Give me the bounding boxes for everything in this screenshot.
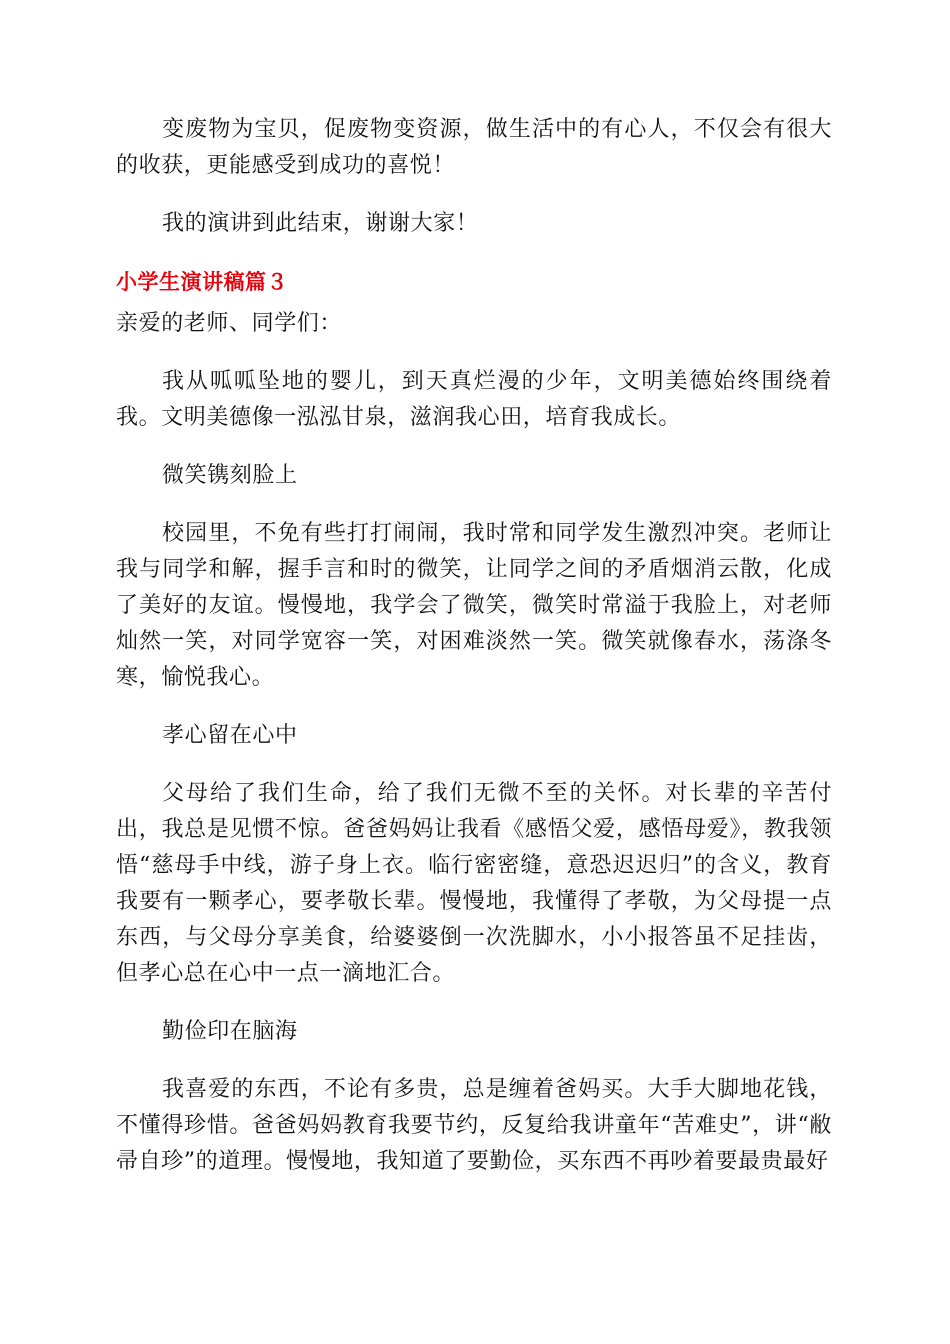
paragraph-thrift: 我喜爱的东西，不论有多贵，总是缠着爸妈买。大手大脚地花钱，不懂得珍惜。爸爸妈妈教育我要节约，反复给我讲童年“苦难史”，讲“敝帚自珍”的道理。慢慢地，我知道了要勤俭，买东西不再吵着要最贵最好 [116, 1077, 832, 1174]
salutation: 亲爱的老师、同学们： [116, 311, 343, 336]
paragraph-intro: 我从呱呱坠地的婴儿，到天真烂漫的少年，文明美德始终围绕着我。文明美德像一泓泓甘泉，滋润我心田，培育我成长。 [116, 369, 832, 430]
subheading-thrift: 勤俭印在脑海 [162, 1019, 298, 1044]
paragraph-smile: 校园里，不免有些打打闹闹，我时常和同学发生激烈冲突。老师让我与同学和解，握手言和时的微笑，让同学之间的矛盾烟消云散，化成了美好的友谊。慢慢地，我学会了微笑，微笑时常溢于我脸上，对老师灿然一笑，对同学宽容一笑，对困难淡然一笑。微笑就像春水，荡涤冬寒，愉悦我心。 [116, 521, 832, 690]
subheading-smile: 微笑镌刻脸上 [162, 463, 298, 488]
subheading-filial: 孝心留在心中 [162, 723, 298, 748]
paragraph-recycling-conclusion: 变废物为宝贝，促废物变资源，做生活中的有心人，不仅会有很大的收获，更能感受到成功的喜悦！ [116, 117, 832, 178]
document-page [116, 112, 832, 1180]
paragraph-closing: 我的演讲到此结束，谢谢大家！ [162, 211, 479, 236]
paragraph-filial: 父母给了我们生命，给了我们无微不至的关怀。对长辈的辛苦付出，我总是见惯不惊。爸爸妈妈让我看《感悟父爱，感悟母爱》，教我领悟“慈母手中线，游子身上衣。临行密密缝，意恐迟迟归”的含义，教育我要有一颗孝心，要孝敬长辈。慢慢地，我懂得了孝敬，为父母提一点东西，与父母分享美食，给婆婆倒一次洗脚水，小小报答虽不足挂齿，但孝心总在心中一点一滴地汇合。 [116, 781, 832, 986]
section-heading: 小学生演讲稿篇３ [116, 270, 288, 294]
